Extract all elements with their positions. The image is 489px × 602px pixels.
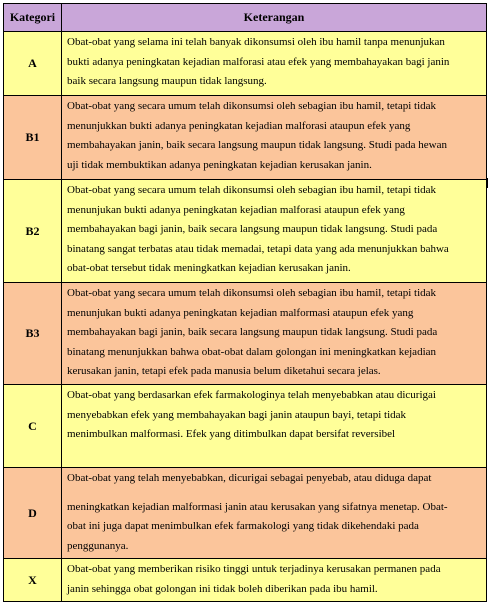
description-line: Obat-obat yang selama ini telah banyak dikonsumsi oleh ibu hamil tanpa menunjukan xyxy=(67,36,445,48)
description-line: kerusakan janin, tetapi efek pada manusia belum diketahui secara jelas. xyxy=(67,365,381,377)
description-line: menyebabkan efek yang membahayakan bagi janin ataupun bayi, tetapi tidak xyxy=(67,408,407,421)
description-line: uji tidak membuktikan adanya peningkatan kejadian kerusakan janin. xyxy=(67,158,372,171)
category-cell: B2 xyxy=(4,180,62,283)
header-keterangan: Keterangan xyxy=(62,4,487,32)
category-cell: A xyxy=(4,32,62,96)
description-line: Obat-obat yang telah menyebabkan, dicurigai sebagai penyebab, atau diduga dapat xyxy=(67,472,432,484)
category-cell: D xyxy=(4,468,62,559)
table-row xyxy=(4,468,487,559)
category-cell: C xyxy=(4,385,62,468)
description-line: binatang menunjukkan bahwa obat-obat dalam golongan ini meningkatkan kejadian xyxy=(67,345,437,358)
pregnancy-drug-category-table-wrapper xyxy=(3,3,487,602)
description-line: janin sehingga obat golongan ini tidak boleh diberikan pada ibu hamil. xyxy=(67,582,378,595)
description-line: membahayakan janin, baik secara langsung maupun tidak langsung. Studi pada hewan xyxy=(67,139,448,151)
description-line: menunjukan bukti adanya peningkatan kejadian malforasi ataupun efek yang xyxy=(67,203,405,216)
paragraph-gap xyxy=(67,489,481,498)
description-line: meningkatkan kejadian malformasi janin atau kerusakan yang sifatnya menetap. Obat- xyxy=(67,500,448,513)
description-cell xyxy=(62,385,487,468)
description-cell xyxy=(62,283,487,385)
description-line: binatang sangat terbatas atau tidak memadai, tetapi data yang ada menunjukkan bahwa xyxy=(67,242,449,255)
header-kategori: Kategori xyxy=(4,4,62,32)
description-cell xyxy=(62,468,487,559)
description-line: Obat-obat yang secara umum telah dikonsumsi oleh sebagian ibu hamil, tetapi tidak xyxy=(67,100,437,112)
category-cell: B1 xyxy=(4,96,62,180)
description-line: bukti adanya peningkatan kejadian malforasi atau efek yang membahayakan bagi janin xyxy=(67,55,450,68)
description-line: menunjukkan bukti adanya peningkatan kejadian malforasi ataupun efek yang xyxy=(67,119,411,132)
description-line: menunjukan bukti adanya peningkatan kejadian malformasi ataupun efek yang xyxy=(67,306,414,319)
table-row xyxy=(4,559,487,602)
category-cell: B3 xyxy=(4,283,62,385)
pregnancy-drug-category-table xyxy=(3,3,487,602)
description-line: menimbulkan malformasi. Efek yang ditimbulkan dapat bersifat reversibel xyxy=(67,428,396,440)
description-line: Obat-obat yang memberikan risiko tinggi untuk terjadinya kerusakan permanen pada xyxy=(67,563,441,575)
description-cell xyxy=(62,559,487,602)
description-line: baik secara langsung maupun tidak langsung. xyxy=(67,75,267,87)
description-line: Obat-obat yang secara umum telah dikonsumsi oleh sebagian ibu hamil, tetapi tidak xyxy=(67,184,437,196)
description-line: Obat-obat yang berdasarkan efek farmakologinya telah menyebabkan atau dicurigai xyxy=(67,389,436,401)
description-line: penggunanya. xyxy=(67,539,129,552)
description-line: obat ini juga dapat menimbulkan efek farmakologi yang tidak dikehendaki pada xyxy=(67,520,419,532)
text-cursor-mark xyxy=(487,178,488,188)
table-row xyxy=(4,180,487,283)
table-header-row xyxy=(4,4,487,32)
description-line: Obat-obat yang secara umum telah dikonsumsi oleh sebagian ibu hamil, tetapi tidak xyxy=(67,287,437,299)
description-cell xyxy=(62,180,487,283)
description-line: obat-obat tersebut tidak meningkatkan kejadian kerusakan janin. xyxy=(67,262,351,274)
description-line: membahayakan bagi janin, baik secara langsung maupun tidak langsung. Studi pada xyxy=(67,223,438,235)
description-cell xyxy=(62,96,487,180)
table-row xyxy=(4,283,487,385)
description-cell xyxy=(62,32,487,96)
table-row xyxy=(4,32,487,96)
description-line: membahayakan bagi janin, baik secara langsung maupun tidak langsung. Studi pada xyxy=(67,326,438,338)
table-row xyxy=(4,385,487,468)
category-cell: X xyxy=(4,559,62,602)
table-row xyxy=(4,96,487,180)
